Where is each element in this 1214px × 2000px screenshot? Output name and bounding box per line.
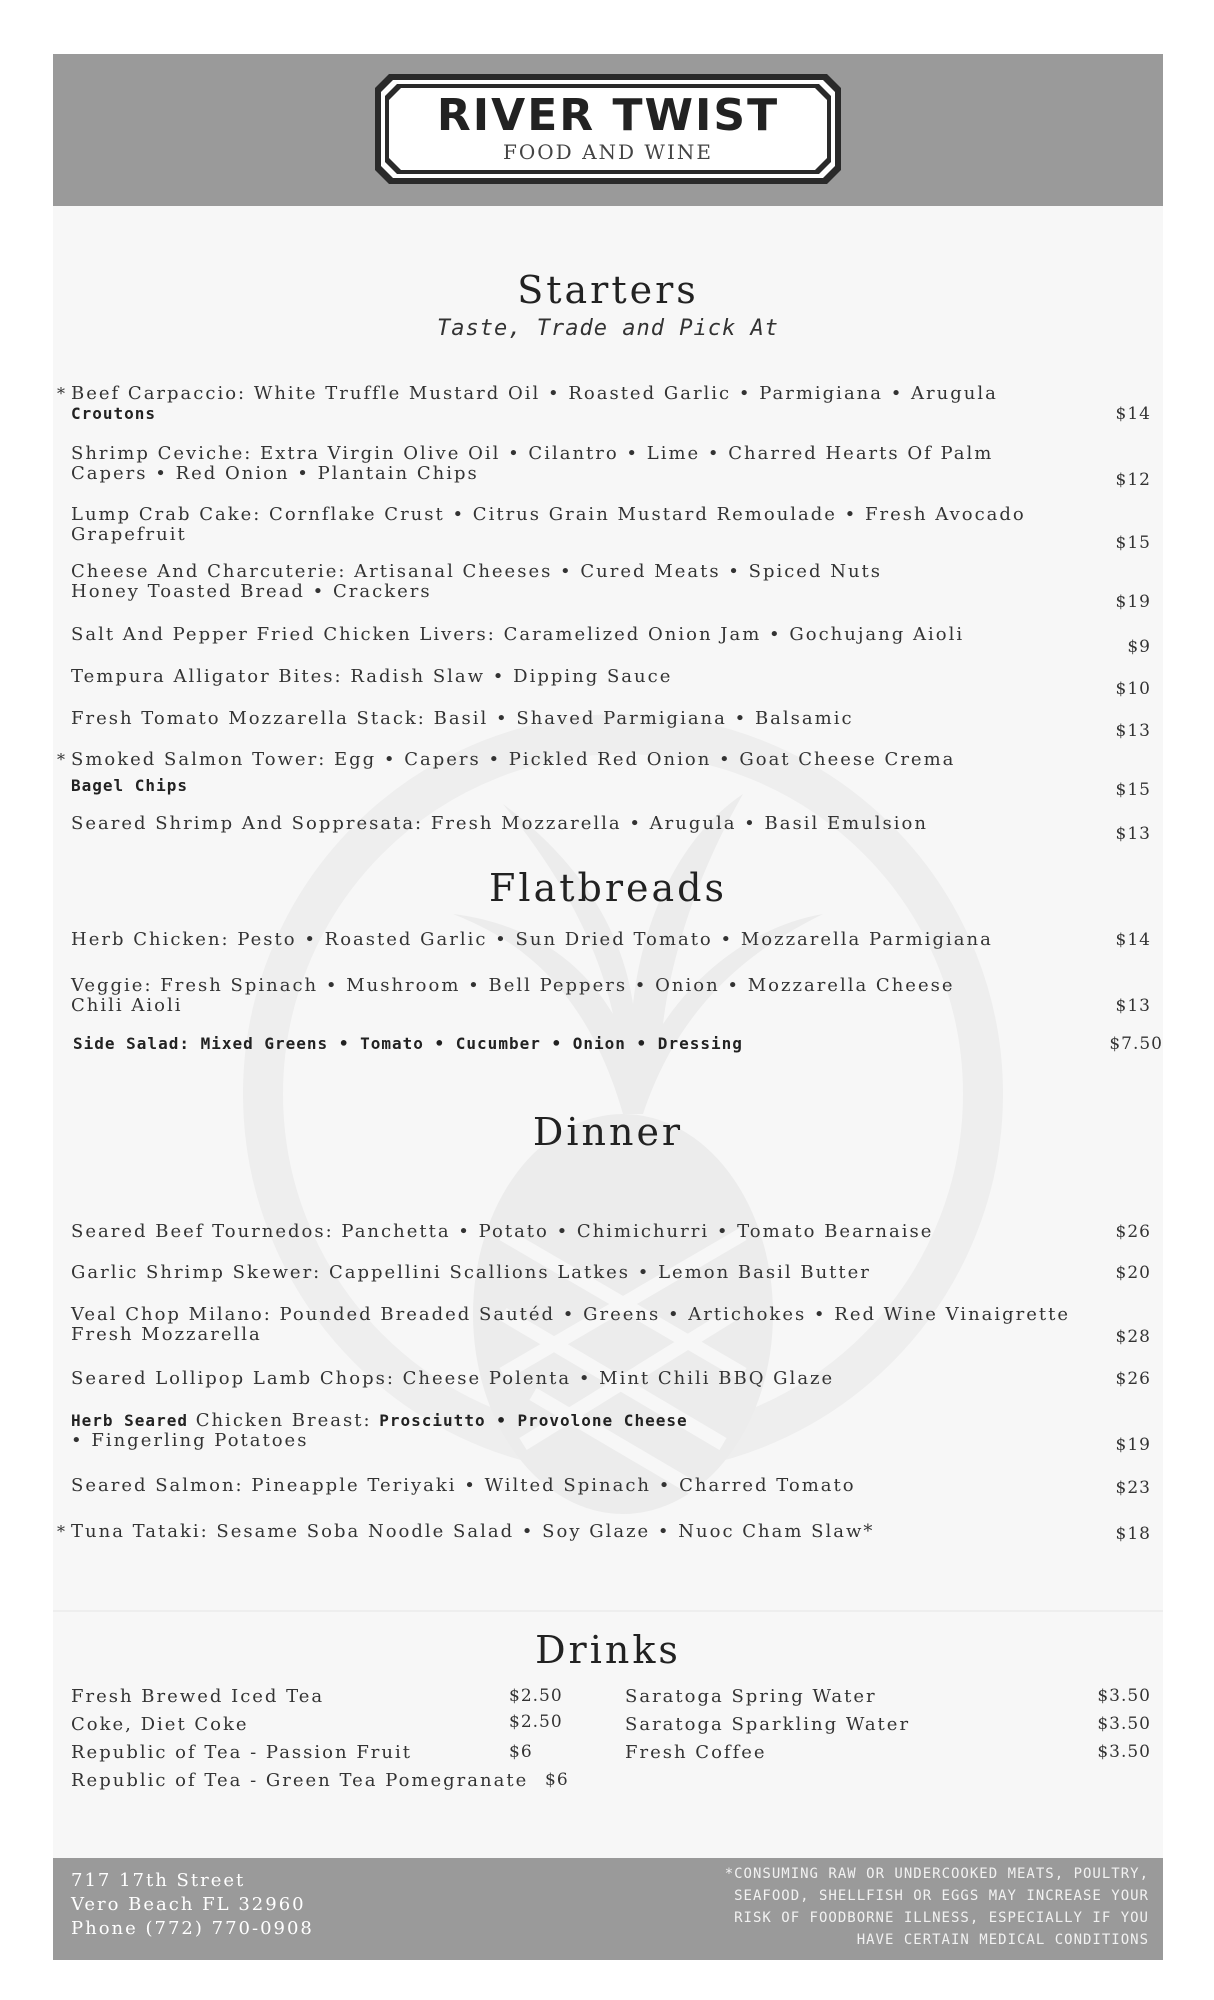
item-price: $26 [1115,1369,1151,1389]
item-description-line2: Fresh Mozzarella [71,1324,262,1345]
drink-price: $3.50 [1097,1742,1151,1762]
item-bold-prefix: Herb Seared [71,1411,188,1430]
flatbreads-title: Flatbreads [489,866,727,910]
menu-item [71,667,1151,707]
side-salad-text: Side Salad: Mixed Greens • Tomato • Cucumber • Onion • Dressing [73,1034,743,1053]
item-price: $23 [1115,1478,1151,1498]
disclaimer-line: RISK OF FOODBORNE ILLNESS, ESPECIALLY IF YOU [734,1910,1149,1926]
brand-tagline: FOOD AND WINE [503,140,713,164]
header-band [53,54,1163,206]
menu-item [71,814,1151,854]
raw-warning-mark: * [57,1522,65,1541]
item-description: Garlic Shrimp Skewer: Cappellini Scallions Latkes • Lemon Basil Butter [71,1262,871,1283]
item-description-line2: Capers • Red Onion • Plantain Chips [71,463,479,484]
item-description: Seared Shrimp And Soppresata: Fresh Mozzarella • Arugula • Basil Emulsion [71,813,928,834]
item-price: $13 [1115,996,1151,1016]
item-description: Seared Salmon: Pineapple Teriyaki • Wilted Spinach • Charred Tomato [71,1475,856,1496]
item-description: Tempura Alligator Bites: Radish Slaw • Dipping Sauce [71,666,673,687]
menu-page [53,54,1163,1960]
menu-item [71,505,1151,561]
drink-name: Saratoga Sparkling Water [625,1714,911,1735]
footer-band [53,1858,1163,1960]
menu-item [71,930,1151,960]
item-price: $28 [1115,1327,1151,1347]
starters-subtitle: Taste, Trade and Pick At [437,316,779,341]
item-price: $19 [1115,592,1151,612]
raw-warning-mark: * [57,384,65,403]
section-divider [53,1610,1163,1612]
item-price: $19 [1115,1435,1151,1455]
menu-item [71,976,1151,1032]
item-plain-text: Chicken Breast: [187,1410,380,1431]
item-description: Lump Crab Cake: Cornflake Crust • Citrus Grain Mustard Remoulade • Fresh Avocado [71,504,1026,525]
item-price: $26 [1115,1222,1151,1242]
item-price: $13 [1115,824,1151,844]
item-description: Shrimp Ceviche: Extra Virgin Olive Oil • Cilantro • Lime • Charred Hearts Of Palm [71,443,994,464]
starters-title: Starters [517,268,699,312]
item-price: $18 [1115,1524,1151,1544]
item-description-bold: Croutons [71,404,157,423]
menu-item [57,1521,1151,1552]
raw-warning-mark: * [57,750,65,769]
drink-price: $3.50 [1097,1714,1151,1734]
item-price: $15 [1115,533,1151,553]
item-description: Seared Beef Tournedos: Panchetta • Potato • Chimichurri • Tomato Bearnaise [71,1221,934,1242]
drink-name: Republic of Tea - Passion Fruit [71,1742,412,1763]
menu-item [71,562,1151,622]
item-description: Cheese And Charcuterie: Artisanal Cheeses • Cured Meats • Spiced Nuts [71,561,883,582]
item-description-line2: Honey Toasted Bread • Crackers [71,581,432,602]
menu-item [57,749,1151,806]
menu-item [71,1263,1151,1293]
drink-name: Fresh Brewed Iced Tea [71,1686,325,1707]
drink-price: $2.50 [509,1686,563,1706]
drink-name: Saratoga Spring Water [625,1686,877,1707]
disclaimer-line: HAVE CERTAIN MEDICAL CONDITIONS [856,1932,1149,1948]
menu-item [71,1369,1151,1399]
drink-name: Fresh Coffee [625,1742,767,1763]
item-description: Tuna Tataki: Sesame Soba Noodle Salad • Soy Glaze • Nuoc Cham Slaw* [71,1521,875,1542]
item-price: $20 [1115,1263,1151,1283]
menu-item [71,709,1151,749]
item-description: Beef Carpaccio: White Truffle Mustard Oil • Roasted Garlic • Parmigiana • Arugula [71,383,998,404]
side-salad-price: $7.50 [1109,1034,1163,1054]
drink-name: Coke, Diet Coke [71,1714,249,1735]
disclaimer-line: SEAFOOD, SHELLFISH OR EGGS MAY INCREASE YOUR [734,1888,1149,1904]
drink-price: $6 [545,1770,569,1790]
item-price: $9 [1127,637,1151,657]
dinner-title: Dinner [532,1110,684,1154]
item-description-bold: Bagel Chips [71,776,188,795]
item-price: $12 [1115,470,1151,490]
menu-item [71,1222,1151,1252]
drinks-title: Drinks [535,1628,681,1672]
item-bold-suffix: Prosciutto • Provolone Cheese [379,1411,688,1430]
item-price: $13 [1115,721,1151,741]
item-description [71,1411,1151,1431]
drink-price: $3.50 [1097,1686,1151,1706]
menu-item [57,383,1151,434]
menu-item [71,1476,1151,1506]
item-description: Veggie: Fresh Spinach • Mushroom • Bell Peppers • Onion • Mozzarella Cheese [71,975,955,996]
item-description-line2: • Fingerling Potatoes [71,1430,309,1451]
logo [375,74,841,184]
drink-price: $2.50 [509,1712,563,1732]
menu-item [71,1411,1151,1467]
item-description: Smoked Salmon Tower: Egg • Capers • Pickled Red Onion • Goat Cheese Crema [71,749,956,770]
address-city: Vero Beach FL 32960 [71,1894,306,1915]
item-description: Veal Chop Milano: Pounded Breaded Sautéd • Greens • Artichokes • Red Wine Vinaigrette [71,1304,1071,1325]
brand-name: RIVER TWIST [436,90,780,141]
item-description: Seared Lollipop Lamb Chops: Cheese Polenta • Mint Chili BBQ Glaze [71,1368,835,1389]
item-description-line2: Grapefruit [71,524,187,545]
menu-item [71,444,1151,500]
item-price: $10 [1115,679,1151,699]
item-price: $15 [1115,780,1151,800]
address-street: 717 17th Street [71,1870,246,1891]
drink-price: $6 [509,1742,533,1762]
item-description: Herb Chicken: Pesto • Roasted Garlic • Sun Dried Tomato • Mozzarella Parmigiana [71,929,993,950]
item-description-line2: Chili Aioli [71,995,183,1016]
address-phone: Phone (772) 770-0908 [71,1918,314,1939]
item-description: Salt And Pepper Fried Chicken Livers: Caramelized Onion Jam • Gochujang Aioli [71,624,965,645]
drink-name: Republic of Tea - Green Tea Pomegranate [71,1770,529,1791]
item-description: Fresh Tomato Mozzarella Stack: Basil • Shaved Parmigiana • Balsamic [71,708,854,729]
item-price: $14 [1115,930,1151,950]
disclaimer-line: *CONSUMING RAW OR UNDERCOOKED MEATS, POULTRY, [724,1866,1149,1882]
menu-item [71,625,1151,665]
menu-item [71,1305,1151,1361]
item-price: $14 [1115,404,1151,424]
